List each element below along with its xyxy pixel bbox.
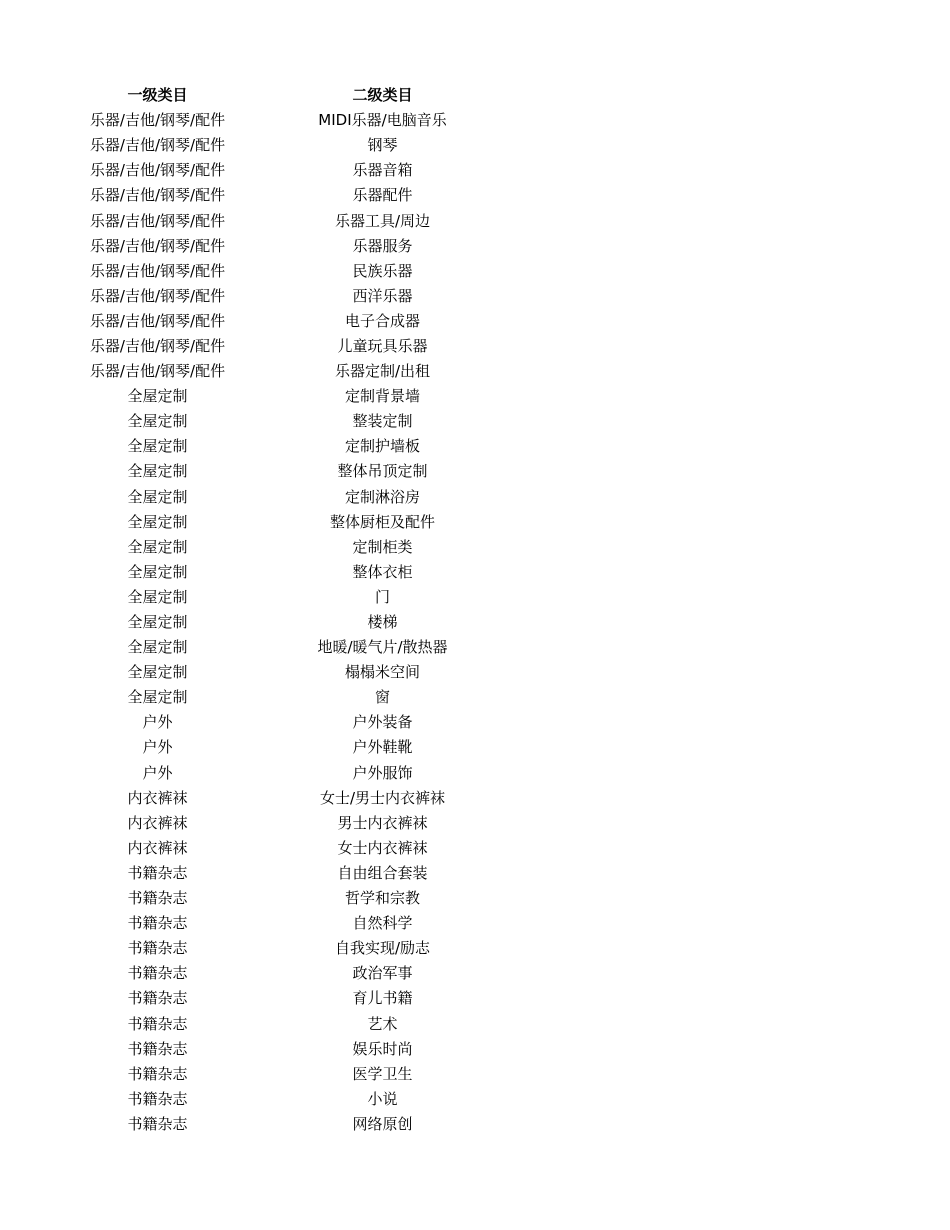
primary-category-cell: 书籍杂志 (127, 1039, 188, 1058)
table-row (45, 284, 495, 309)
primary-category-cell: 全屋定制 (127, 638, 188, 657)
category-table (45, 83, 495, 1137)
table-row (45, 936, 495, 961)
table-row (45, 183, 495, 208)
secondary-category-cell: 门 (374, 587, 390, 606)
table-row (45, 158, 495, 183)
primary-category-cell: 乐器/吉他/钢琴/配件 (89, 111, 226, 130)
secondary-category-cell: 地暖/暖气片/散热器 (317, 638, 448, 657)
table-row (45, 1087, 495, 1112)
secondary-category-cell: 户外装备 (352, 713, 413, 732)
secondary-category-cell: 户外鞋靴 (352, 738, 413, 757)
table-row (45, 886, 495, 911)
table-row (45, 986, 495, 1011)
primary-category-cell: 户外 (142, 763, 173, 782)
primary-category-cell: 书籍杂志 (127, 914, 188, 933)
secondary-category-cell: 民族乐器 (352, 261, 413, 280)
secondary-category-cell: 乐器服务 (352, 236, 413, 255)
table-row (45, 811, 495, 836)
table-row (45, 735, 495, 760)
secondary-category-cell: 娱乐时尚 (352, 1039, 413, 1058)
secondary-category-cell: 电子合成器 (344, 311, 420, 330)
secondary-category-cell: 医学卫生 (352, 1064, 413, 1083)
primary-category-cell: 乐器/吉他/钢琴/配件 (89, 311, 226, 330)
table-row (45, 660, 495, 685)
table-row (45, 459, 495, 484)
table-row (45, 108, 495, 133)
secondary-category-cell: 西洋乐器 (352, 286, 413, 305)
table-row (45, 911, 495, 936)
table-row (45, 535, 495, 560)
table-row (45, 786, 495, 811)
primary-category-cell: 全屋定制 (127, 613, 188, 632)
table-row (45, 1062, 495, 1087)
secondary-category-cell: 榻榻米空间 (344, 663, 420, 682)
primary-category-cell: 全屋定制 (127, 562, 188, 581)
table-row (45, 208, 495, 233)
table-row (45, 334, 495, 359)
primary-category-cell: 全屋定制 (127, 512, 188, 531)
primary-category-cell: 全屋定制 (127, 663, 188, 682)
secondary-category-cell: 乐器定制/出租 (334, 362, 431, 381)
table-row (45, 1011, 495, 1036)
primary-category-cell: 全屋定制 (127, 437, 188, 456)
secondary-category-cell: 儿童玩具乐器 (337, 336, 428, 355)
primary-category-cell: 书籍杂志 (127, 1064, 188, 1083)
table-header (45, 83, 495, 108)
table-row (45, 359, 495, 384)
secondary-category-cell: 哲学和宗教 (344, 889, 420, 908)
primary-category-cell: 内衣裤袜 (127, 788, 188, 807)
secondary-category-cell: 政治军事 (352, 964, 413, 983)
primary-category-cell: 乐器/吉他/钢琴/配件 (89, 186, 226, 205)
primary-category-cell: 全屋定制 (127, 387, 188, 406)
secondary-category-cell: 定制柜类 (352, 537, 413, 556)
secondary-category-cell: 女士/男士内衣裤袜 (319, 788, 446, 807)
primary-category-cell: 书籍杂志 (127, 964, 188, 983)
secondary-category-cell: 整体吊顶定制 (337, 462, 428, 481)
secondary-category-cell: 自由组合套装 (337, 863, 428, 882)
table-row (45, 685, 495, 710)
table-body (45, 108, 495, 1137)
primary-category-cell: 乐器/吉他/钢琴/配件 (89, 286, 226, 305)
primary-category-cell: 全屋定制 (127, 462, 188, 481)
primary-category-cell: 乐器/吉他/钢琴/配件 (89, 261, 226, 280)
secondary-category-cell: 小说 (367, 1089, 398, 1108)
table-row (45, 1037, 495, 1062)
secondary-category-cell: 整装定制 (352, 412, 413, 431)
secondary-category-cell: 艺术 (367, 1014, 398, 1033)
primary-category-cell: 全屋定制 (127, 537, 188, 556)
table-row (45, 409, 495, 434)
primary-category-cell: 全屋定制 (127, 587, 188, 606)
table-row (45, 836, 495, 861)
secondary-category-cell: 窗 (374, 688, 390, 707)
primary-category-cell: 乐器/吉他/钢琴/配件 (89, 211, 226, 230)
table-row (45, 1112, 495, 1137)
secondary-category-cell: 网络原创 (352, 1114, 413, 1133)
table-row (45, 259, 495, 284)
table-row (45, 610, 495, 635)
primary-category-cell: 书籍杂志 (127, 863, 188, 882)
secondary-category-cell: 育儿书籍 (352, 989, 413, 1008)
table-row (45, 710, 495, 735)
table-row (45, 585, 495, 610)
table-row (45, 635, 495, 660)
secondary-category-cell: 男士内衣裤袜 (337, 813, 428, 832)
secondary-category-cell: 自然科学 (352, 914, 413, 933)
secondary-category-cell: 乐器工具/周边 (334, 211, 431, 230)
table-row (45, 560, 495, 585)
table-row (45, 961, 495, 986)
table-row (45, 510, 495, 535)
secondary-category-cell: 定制淋浴房 (344, 487, 420, 506)
table-row (45, 309, 495, 334)
secondary-category-cell: 户外服饰 (352, 763, 413, 782)
secondary-category-cell: MIDI乐器/电脑音乐 (318, 111, 447, 130)
secondary-category-cell: 定制背景墙 (344, 387, 420, 406)
primary-category-cell: 书籍杂志 (127, 939, 188, 958)
primary-category-cell: 户外 (142, 738, 173, 757)
primary-category-cell: 乐器/吉他/钢琴/配件 (89, 161, 226, 180)
table-row (45, 384, 495, 409)
primary-category-cell: 书籍杂志 (127, 1114, 188, 1133)
header-primary-category: 一级类目 (127, 86, 188, 105)
primary-category-cell: 内衣裤袜 (127, 838, 188, 857)
secondary-category-cell: 整体衣柜 (352, 562, 413, 581)
table-row (45, 761, 495, 786)
secondary-category-cell: 女士内衣裤袜 (337, 838, 428, 857)
primary-category-cell: 内衣裤袜 (127, 813, 188, 832)
secondary-category-cell: 定制护墙板 (344, 437, 420, 456)
primary-category-cell: 乐器/吉他/钢琴/配件 (89, 362, 226, 381)
secondary-category-cell: 楼梯 (367, 613, 398, 632)
secondary-category-cell: 乐器配件 (352, 186, 413, 205)
primary-category-cell: 书籍杂志 (127, 889, 188, 908)
secondary-category-cell: 乐器音箱 (352, 161, 413, 180)
secondary-category-cell: 整体厨柜及配件 (329, 512, 435, 531)
secondary-category-cell: 钢琴 (367, 136, 398, 155)
table-row (45, 234, 495, 259)
primary-category-cell: 书籍杂志 (127, 1089, 188, 1108)
table-row (45, 485, 495, 510)
primary-category-cell: 全屋定制 (127, 412, 188, 431)
table-row (45, 434, 495, 459)
primary-category-cell: 乐器/吉他/钢琴/配件 (89, 236, 226, 255)
secondary-category-cell: 自我实现/励志 (334, 939, 431, 958)
primary-category-cell: 书籍杂志 (127, 989, 188, 1008)
table-row (45, 861, 495, 886)
primary-category-cell: 乐器/吉他/钢琴/配件 (89, 336, 226, 355)
header-row (45, 83, 495, 108)
table-row (45, 133, 495, 158)
primary-category-cell: 乐器/吉他/钢琴/配件 (89, 136, 226, 155)
primary-category-cell: 户外 (142, 713, 173, 732)
primary-category-cell: 全屋定制 (127, 487, 188, 506)
primary-category-cell: 全屋定制 (127, 688, 188, 707)
primary-category-cell: 书籍杂志 (127, 1014, 188, 1033)
header-secondary-category: 二级类目 (352, 86, 413, 105)
